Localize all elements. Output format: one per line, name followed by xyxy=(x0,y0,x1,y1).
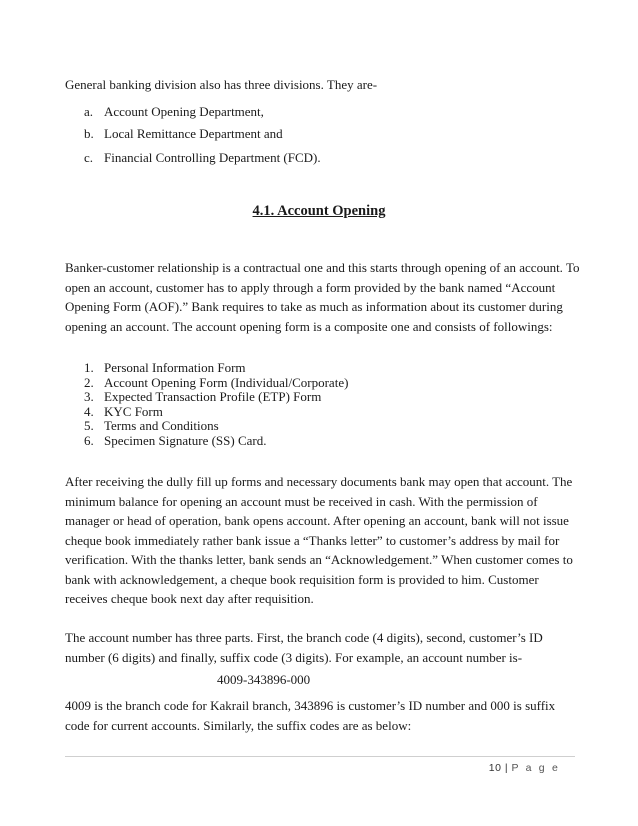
page-footer xyxy=(489,762,560,774)
page-number: 10 xyxy=(488,762,502,774)
list-text: Personal Information Form xyxy=(104,360,246,375)
list-text: Account Opening Form (Individual/Corporate) xyxy=(104,374,349,390)
section-heading-text: 4.1. Account Opening xyxy=(252,203,386,219)
paragraph-line: open an account, customer has to apply through a form provided by the bank named “Account xyxy=(65,279,556,295)
paragraph-line: receives cheque book next day after requisition. xyxy=(65,591,314,606)
paragraph-line: manager or head of operation, bank opens account. After opening an account, bank will not issue xyxy=(65,513,569,528)
paragraph-line: Banker-customer relationship is a contractual one and this starts through opening of an account. To xyxy=(65,260,580,275)
list-text: Terms and Conditions xyxy=(104,418,219,434)
paragraph-line: bank with acknowledgement, a cheque book requisition form is provided to him. Customer xyxy=(65,571,539,587)
paragraph-suffix xyxy=(65,696,575,735)
paragraph-line: The account number has three parts. First, the branch code (4 digits), second, customer’s ID xyxy=(65,630,543,645)
footer-divider xyxy=(65,756,575,757)
list-item xyxy=(84,405,348,420)
page-label: P a g e xyxy=(511,762,560,774)
list-text: Specimen Signature (SS) Card. xyxy=(104,432,267,448)
division-item xyxy=(84,148,321,167)
list-text: Account Opening Department, xyxy=(104,104,264,119)
paragraph-line: number (6 digits) and finally, suffix code (3 digits). For example, an account number is- xyxy=(65,649,523,665)
list-marker: a. xyxy=(84,104,94,119)
list-item xyxy=(84,419,348,434)
list-item xyxy=(84,376,348,391)
list-marker: 6. xyxy=(84,432,94,448)
list-marker: 1. xyxy=(84,360,94,375)
list-marker: 3. xyxy=(84,389,94,405)
division-item xyxy=(84,102,264,121)
footer-separator: | xyxy=(504,762,509,774)
division-item xyxy=(84,124,283,143)
list-item xyxy=(84,390,348,405)
list-marker: 2. xyxy=(84,374,94,390)
list-marker: 5. xyxy=(84,418,94,434)
paragraph-line: cheque book immediately rather bank issue a “Thanks letter” to customer’s address by mail for xyxy=(65,532,560,548)
list-marker: 4. xyxy=(84,403,94,419)
paragraph-line: opening an account. The account opening form is a composite one and consists of followings: xyxy=(65,318,553,334)
paragraph-intro xyxy=(65,258,580,336)
section-heading xyxy=(0,202,638,221)
intro-text: General banking division also has three divisions. They are- xyxy=(65,77,378,92)
paragraph-line: verification. With the thanks letter, bank sends an “Acknowledgement.” When customer comes to xyxy=(65,552,573,567)
paragraph-line: 4009 is the branch code for Kakrail branch, 343896 is customer’s ID number and 000 is suffix xyxy=(65,698,556,713)
list-item xyxy=(84,361,348,376)
forms-list xyxy=(84,361,348,449)
list-text: KYC Form xyxy=(104,403,163,419)
list-marker: c. xyxy=(84,150,94,165)
paragraph-procedure xyxy=(65,472,575,609)
list-text: Local Remittance Department and xyxy=(104,126,283,141)
list-item xyxy=(84,434,348,449)
paragraph-line: Opening Form (AOF).” Bank requires to take as much as information about its customer during xyxy=(65,299,563,314)
paragraph-line: code for current accounts. Similarly, the suffix codes are as below: xyxy=(65,717,412,733)
example-account-number: 4009-343896-000 xyxy=(217,672,311,687)
list-text: Expected Transaction Profile (ETP) Form xyxy=(104,389,322,405)
list-marker: b. xyxy=(84,126,94,141)
paragraph-account-number xyxy=(65,628,575,667)
list-text: Financial Controlling Department (FCD). xyxy=(104,150,321,165)
paragraph-line: minimum balance for opening an account must be received in cash. With the permission of xyxy=(65,493,538,509)
paragraph-line: After receiving the dully fill up forms and necessary documents bank may open that account. The xyxy=(65,474,573,489)
